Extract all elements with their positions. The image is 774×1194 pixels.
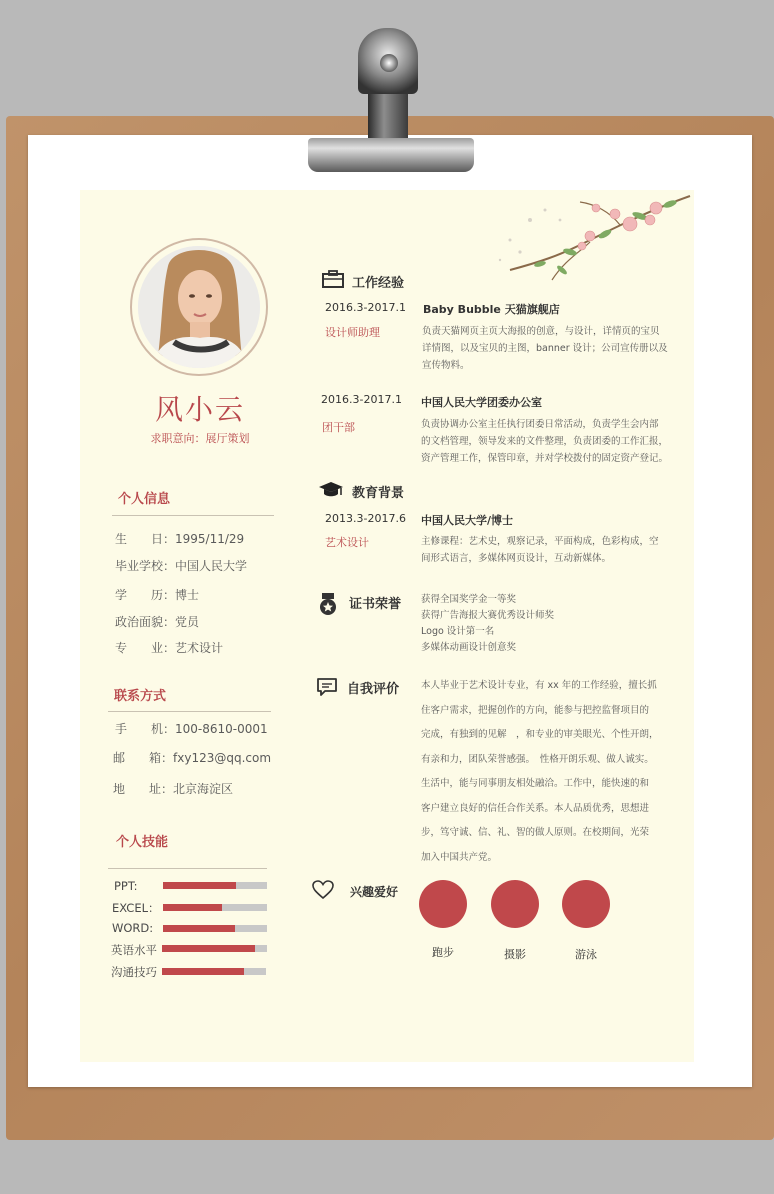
section-education-title: 教育背景 <box>352 486 405 501</box>
awards-list <box>421 592 554 656</box>
hobby-circle <box>491 880 539 928</box>
award-item: 多媒体动画设计创意奖 <box>421 642 517 653</box>
skill-bar-fill <box>163 882 236 889</box>
hobby-label: 跑步 <box>432 946 454 959</box>
medal-icon <box>318 592 338 616</box>
info-birthday: 生 日：1995/11/29 <box>115 532 245 546</box>
education-date: 2013.3-2017.6 <box>325 512 406 525</box>
education-school: 中国人民大学/博士 <box>421 514 514 527</box>
clip-hole <box>380 54 398 72</box>
skill-bar <box>163 925 267 932</box>
hobby-label: 游泳 <box>575 948 597 961</box>
clip-neck <box>368 88 408 138</box>
skill-label: PPT: <box>114 879 138 893</box>
skill-bar-fill <box>162 945 255 952</box>
section-self-eval-title: 自我评价 <box>347 682 400 697</box>
divider <box>112 515 274 516</box>
skill-label: WORD: <box>112 921 154 935</box>
self-eval-text: 本人毕业于艺术设计专业，有 xx 年的工作经验，擅长抓 住客户需求，把握创作的方向，能参与把控监督项目的 完成，有独到的见解 ，和专业的审美眼光、个性开朗， 有亲和力，团队荣誉感强。 性格开朗乐观、做人诚实。 生活中，能与同事朋友相处融洽。工作中，能快速的和 客户建立良好的信任合作关系。本人品质优秀，思想进 步，笃守诚、信、礼、智的做人原则。在校期间，光荣 加入中国共产党。 <box>421 680 659 863</box>
skill-bar-fill <box>163 925 235 932</box>
info-school: 毕业学校：中国人民大学 <box>115 559 248 573</box>
info-political-status: 政治面貌：党员 <box>115 615 200 629</box>
award-item: 获得全国奖学金一等奖 <box>421 594 517 605</box>
job-intent: 求职意向：展厅策划 <box>150 432 250 445</box>
section-work-title: 工作经验 <box>352 276 405 291</box>
award-item: Logo 设计第一名 <box>421 626 495 637</box>
info-degree: 学 历：博士 <box>115 588 200 602</box>
skill-bar <box>162 945 267 952</box>
skill-bar-fill <box>163 904 222 911</box>
speech-bubble-icon <box>316 677 338 697</box>
divider <box>108 711 271 712</box>
skill-label: EXCEL： <box>112 901 160 915</box>
section-contact-title: 联系方式 <box>114 689 167 704</box>
section-hobbies-title: 兴趣爱好 <box>350 885 399 899</box>
section-awards-title: 证书荣誉 <box>349 597 402 612</box>
hobby-circle <box>419 880 467 928</box>
section-personal-info-title: 个人信息 <box>118 492 171 507</box>
education-description: 主修课程：艺术史，观察记录，平面构成，色彩构成，空 间形式语言，多媒体网页设计，互动新媒体。 <box>421 536 659 564</box>
hobby-label: 摄影 <box>504 948 526 961</box>
info-major: 专 业：艺术设计 <box>115 641 224 655</box>
work-date: 2016.3-2017.1 <box>321 393 402 406</box>
skill-label: 英语水平 <box>111 943 157 957</box>
candidate-name: 风小云 <box>154 393 245 426</box>
skill-bar <box>163 904 267 911</box>
flower-branch-decoration <box>470 190 694 290</box>
heart-icon <box>312 880 334 900</box>
work-organization: 中国人民大学团委办公室 <box>421 396 542 409</box>
section-skills-title: 个人技能 <box>116 835 169 850</box>
skill-label: 沟通技巧 <box>111 965 157 979</box>
avatar <box>138 246 260 368</box>
education-major: 艺术设计 <box>325 536 369 549</box>
work-description: 负责天猫网页主页大海报的创意，与设计，详情页的宝贝 详情图，以及宝贝的主图，banner 设计；公司宣传册以及 宣传物料。 <box>422 326 668 371</box>
work-date: 2016.3-2017.1 <box>325 301 406 314</box>
graduation-cap-icon <box>318 481 344 499</box>
work-role: 设计师助理 <box>325 326 380 339</box>
contact-phone: 手 机：100-8610-0001 <box>115 722 268 736</box>
divider <box>108 868 267 869</box>
contact-email: 邮 箱：fxy123@qq.com <box>113 751 272 765</box>
skill-bar <box>162 968 266 975</box>
work-description: 负责协调办公室主任执行团委日常活动，负责学生会内部 的文档管理，领导发来的文件整理，负责团委的工作汇报， 资产管理工作，保管印章，并对学校拨付的固定资产登记。 <box>421 419 669 464</box>
skill-bar <box>163 882 267 889</box>
work-role: 团干部 <box>322 421 355 434</box>
hobby-circle <box>562 880 610 928</box>
skill-bar-fill <box>162 968 244 975</box>
briefcase-icon <box>322 270 344 288</box>
clip-base <box>308 138 474 172</box>
award-item: 获得广告海报大赛优秀设计师奖 <box>421 610 555 621</box>
work-organization: Baby Bubble 天猫旗舰店 <box>423 303 560 316</box>
contact-address: 地 址：北京海淀区 <box>113 782 234 796</box>
portrait-image <box>138 246 260 368</box>
